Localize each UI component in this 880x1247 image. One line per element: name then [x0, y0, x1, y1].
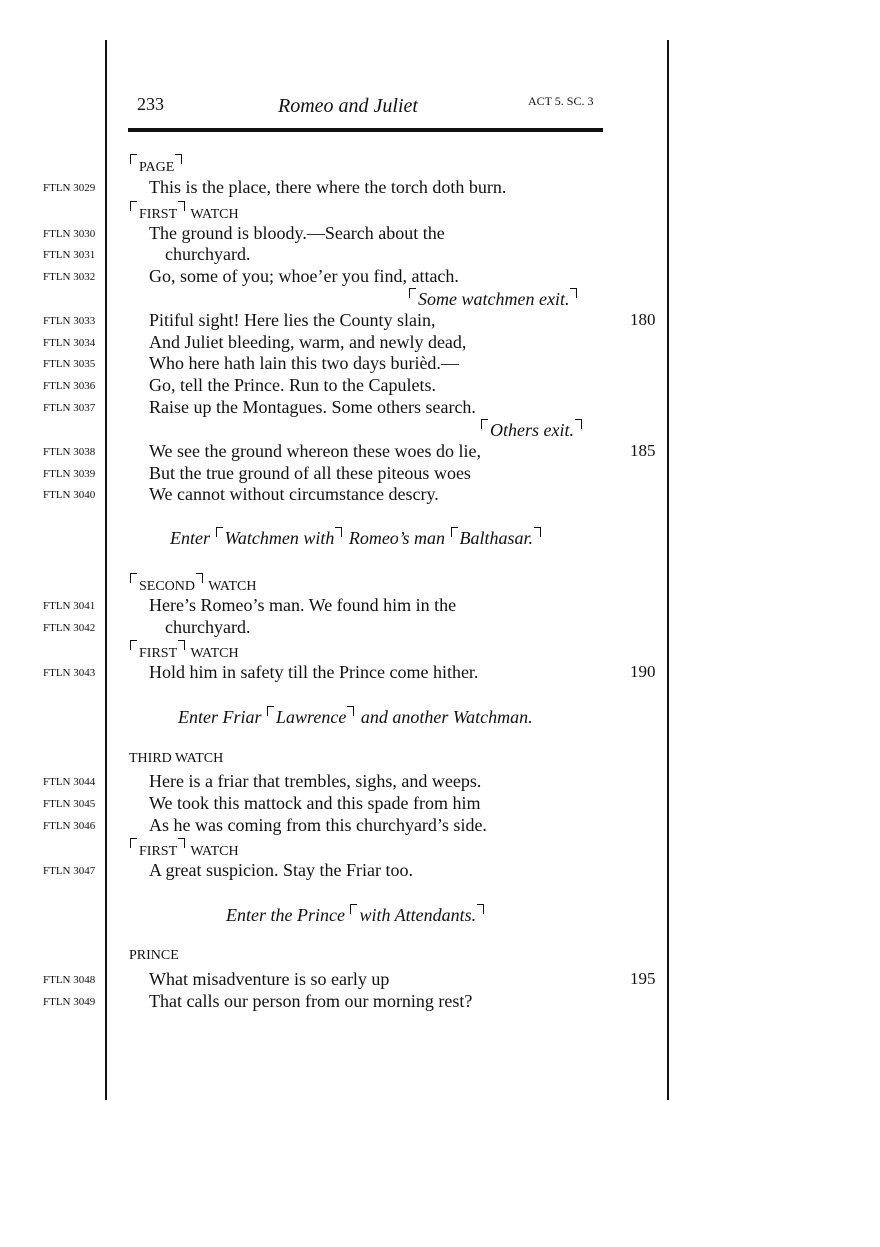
verse-text: Who here hath lain this two days burièd.—	[149, 353, 459, 373]
verse-text: But the true ground of all these piteous woes	[149, 463, 471, 483]
verse-line	[0, 266, 880, 288]
verse-line	[0, 463, 880, 485]
ftln-number: FTLN 3032	[43, 271, 96, 283]
verse-text: A great suspicion. Stay the Friar too.	[149, 860, 413, 880]
verse-text: That calls our person from our morning rest?	[149, 991, 473, 1011]
verse-line	[0, 860, 880, 882]
verse-line	[0, 375, 880, 397]
verse-line	[0, 662, 880, 684]
verse-line	[0, 617, 880, 639]
verse-line	[0, 484, 880, 506]
speaker-first-watch: FIRST WATCH	[129, 640, 239, 662]
verse-text: churchyard.	[165, 244, 251, 264]
stage-direction-enter: Enter Friar Lawrence and another Watchman.	[178, 707, 533, 727]
header-rule	[128, 128, 603, 132]
line-number: 190	[630, 662, 656, 681]
stage-direction: Others exit.	[480, 419, 584, 441]
verse-text: Hold him in safety till the Prince come hither.	[149, 662, 479, 682]
verse-line	[0, 595, 880, 617]
verse-text: Raise up the Montagues. Some others search.	[149, 397, 476, 417]
verse-text: What misadventure is so early up	[149, 969, 390, 989]
verse-text: This is the place, there where the torch doth burn.	[149, 177, 507, 197]
line-number: 195	[630, 969, 656, 988]
ftln-number: FTLN 3034	[43, 337, 96, 349]
line-number: 180	[630, 310, 656, 329]
speaker-third-watch: THIRD WATCH	[129, 751, 224, 766]
act-scene-label: ACT 5. SC. 3	[528, 94, 594, 108]
stage-direction: Some watchmen exit.	[408, 288, 579, 310]
ftln-number: FTLN 3037	[43, 402, 96, 414]
ftln-number: FTLN 3045	[43, 798, 96, 810]
ftln-number: FTLN 3039	[43, 468, 96, 480]
verse-line	[0, 310, 880, 332]
right-margin-rule	[667, 40, 669, 1100]
verse-text: And Juliet bleeding, warm, and newly dead,	[149, 332, 467, 352]
verse-line	[0, 397, 880, 419]
ftln-number: FTLN 3036	[43, 380, 96, 392]
verse-line	[0, 991, 880, 1013]
left-margin-rule	[105, 40, 107, 1100]
speaker-prince: PRINCE	[129, 948, 179, 963]
verse-line	[0, 177, 880, 199]
verse-text: We cannot without circumstance descry.	[149, 484, 439, 504]
verse-text: Here’s Romeo’s man. We found him in the	[149, 595, 457, 615]
verse-text: Go, some of you; whoe’er you find, attach.	[149, 266, 459, 286]
verse-text: The ground is bloody.—Search about the	[149, 223, 445, 243]
speaker-page: PAGE	[129, 154, 184, 176]
speaker-first-watch: FIRST WATCH	[129, 201, 239, 223]
ftln-number: FTLN 3042	[43, 622, 96, 634]
verse-line	[0, 353, 880, 375]
ftln-number: FTLN 3048	[43, 974, 96, 986]
ftln-number: FTLN 3047	[43, 865, 96, 877]
ftln-number: FTLN 3038	[43, 446, 96, 458]
line-number: 185	[630, 441, 656, 460]
verse-line	[0, 969, 880, 991]
speaker-second-watch: SECOND WATCH	[129, 573, 257, 595]
speaker-first-watch: FIRST WATCH	[129, 838, 239, 860]
ftln-number: FTLN 3046	[43, 820, 96, 832]
ftln-number: FTLN 3030	[43, 228, 96, 240]
verse-line	[0, 441, 880, 463]
ftln-number: FTLN 3044	[43, 776, 96, 788]
verse-text: Pitiful sight! Here lies the County slain,	[149, 310, 436, 330]
stage-direction-enter: Enter the Prince with Attendants.	[226, 904, 486, 926]
verse-line	[0, 815, 880, 837]
verse-line	[0, 244, 880, 266]
verse-text: Here is a friar that trembles, sighs, and weeps.	[149, 771, 482, 791]
ftln-number: FTLN 3033	[43, 315, 96, 327]
verse-text: As he was coming from this churchyard’s side.	[149, 815, 487, 835]
ftln-number: FTLN 3031	[43, 249, 96, 261]
verse-line	[0, 793, 880, 815]
verse-line	[0, 223, 880, 245]
verse-text: We took this mattock and this spade from him	[149, 793, 481, 813]
verse-line	[0, 771, 880, 793]
verse-text: churchyard.	[165, 617, 251, 637]
verse-text: We see the ground whereon these woes do lie,	[149, 441, 481, 461]
stage-direction-enter: Enter Watchmen with Romeo’s man Balthasar.	[170, 527, 543, 549]
ftln-number: FTLN 3029	[43, 182, 96, 194]
page-number: 233	[137, 94, 164, 114]
ftln-number: FTLN 3035	[43, 358, 96, 370]
verse-text: Go, tell the Prince. Run to the Capulets.	[149, 375, 436, 395]
verse-line	[0, 332, 880, 354]
ftln-number: FTLN 3043	[43, 667, 96, 679]
ftln-number: FTLN 3041	[43, 600, 96, 612]
page-title: Romeo and Juliet	[278, 95, 418, 117]
ftln-number: FTLN 3049	[43, 996, 96, 1008]
ftln-number: FTLN 3040	[43, 489, 96, 501]
